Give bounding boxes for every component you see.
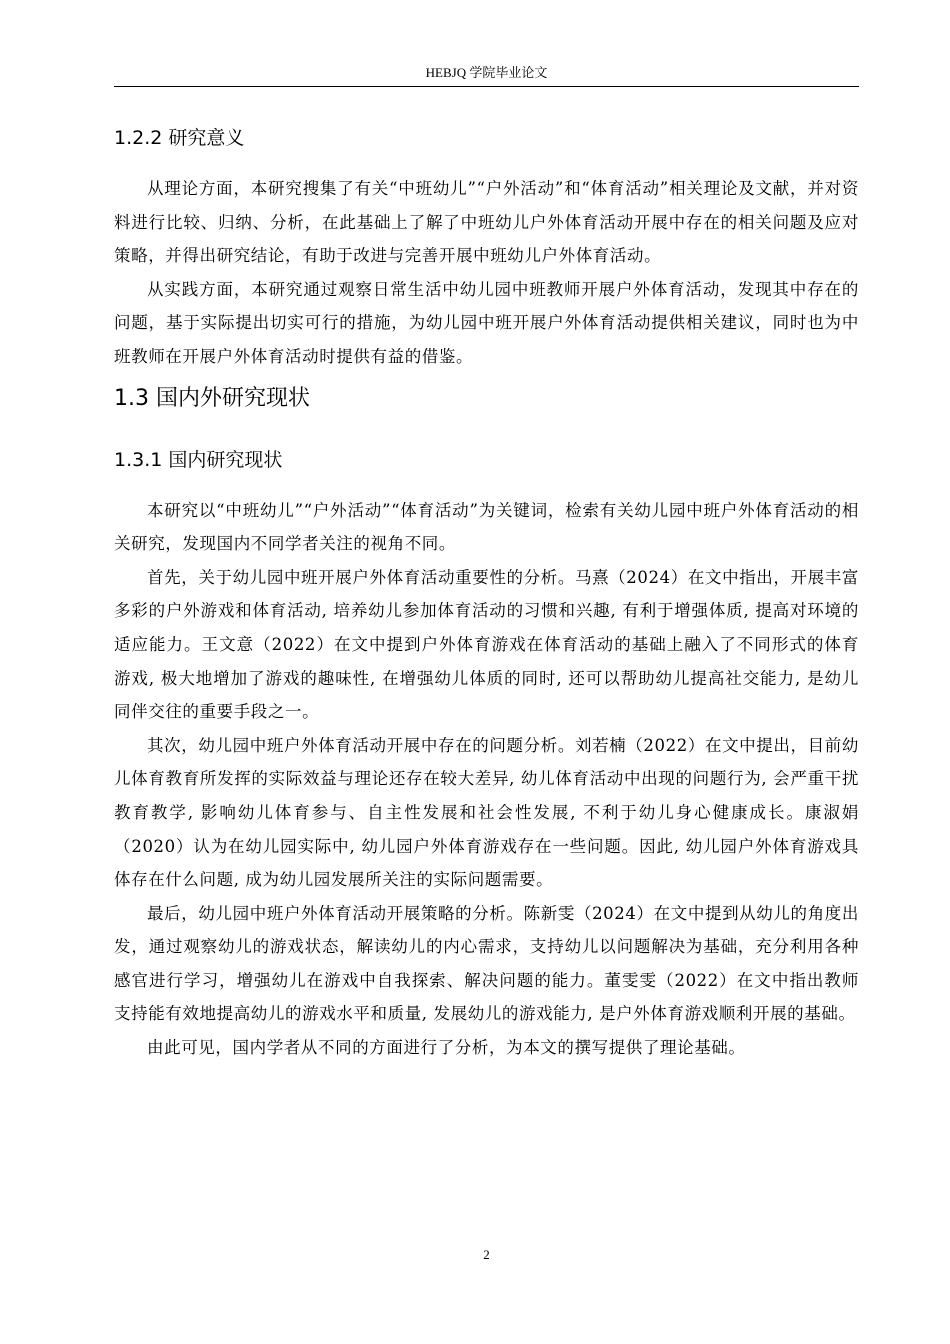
heading-1-3: 1.3 国内外研究现状 bbox=[114, 385, 310, 411]
heading-1-3-1: 1.3.1 国内研究现状 bbox=[114, 448, 283, 471]
paragraph-practice: 从实践方面，本研究通过观察日常生活中幼儿园中班教师开展户外体育活动，发现其中存在的问题，基于实际提出切实可行的措施，为幼儿园中班开展户外体育活动提供相关建议，同时也为中班教师在开展户外体育活动时提供有益的借鉴。 bbox=[114, 279, 859, 366]
running-header: HEBJQ 学院毕业论文 bbox=[425, 65, 548, 80]
paragraph-first: 首先，关于幼儿园中班开展户外体育活动重要性的分析。马熹（2024）在文中指出，开展丰富多彩的户外游戏和体育活动, 培养幼儿参加体育活动的习惯和兴趣, 有利于增强体质, 提高对环境的适应能力。王文意（2022）在文中提到户外体育游戏在体育活动的基础上融入了不同形式的体育游戏, 极大地增加了游戏的趣味性, 在增强幼儿体质的同时, 还可以帮助幼儿提高社交能力, 是幼儿同伴交往的重要手段之一。 bbox=[114, 567, 859, 722]
header-divider bbox=[114, 86, 859, 87]
paragraph-keywords: 本研究以“中班幼儿”“户外活动”“体育活动”为关键词，检索有关幼儿园中班户外体育活动的相关研究，发现国内不同学者关注的视角不同。 bbox=[114, 500, 859, 554]
paragraph-conclusion: 由此可见，国内学者从不同的方面进行了分析，为本文的撰写提供了理论基础。 bbox=[147, 1038, 746, 1058]
paragraph-theory: 从理论方面，本研究搜集了有关“中班幼儿”“户外活动”和“体育活动”相关理论及文献，并对资料进行比较、归纳、分析，在此基础上了解了中班幼儿户外体育活动开展中存在的相关问题及应对策略，并得出研究结论，有助于改进与完善开展中班幼儿户外体育活动。 bbox=[114, 179, 859, 266]
paragraph-second: 其次，幼儿园中班户外体育活动开展中存在的问题分析。刘若楠（2022）在文中提出，目前幼儿体育教育所发挥的实际效益与理论还存在较大差异, 幼儿体育活动中出现的问题行为, 会严重干扰教育教学, 影响幼儿体育参与、自主性发展和社会性发展, 不利于幼儿身心健康成长。康淑娟（2020）认为在幼儿园实际中, 幼儿园户外体育游戏存在一些问题。因此, 幼儿园户外体育游戏具体存在什么问题, 成为幼儿园发展所关注的实际问题需要。 bbox=[114, 735, 859, 890]
paragraph-last: 最后，幼儿园中班户外体育活动开展策略的分析。陈新雯（2024）在文中提到从幼儿的角度出发，通过观察幼儿的游戏状态，解读幼儿的内心需求，支持幼儿以问题解决为基础，充分利用各种感官进行学习，增强幼儿在游戏中自我探索、解决问题的能力。董雯雯（2022）在文中指出教师支持能有效地提高幼儿的游戏水平和质量, 发展幼儿的游戏能力, 是户外体育游戏顺利开展的基础。 bbox=[114, 903, 859, 1024]
page-number: 2 bbox=[483, 1247, 490, 1262]
heading-1-2-2: 1.2.2 研究意义 bbox=[114, 127, 245, 149]
page-body bbox=[114, 118, 859, 1065]
